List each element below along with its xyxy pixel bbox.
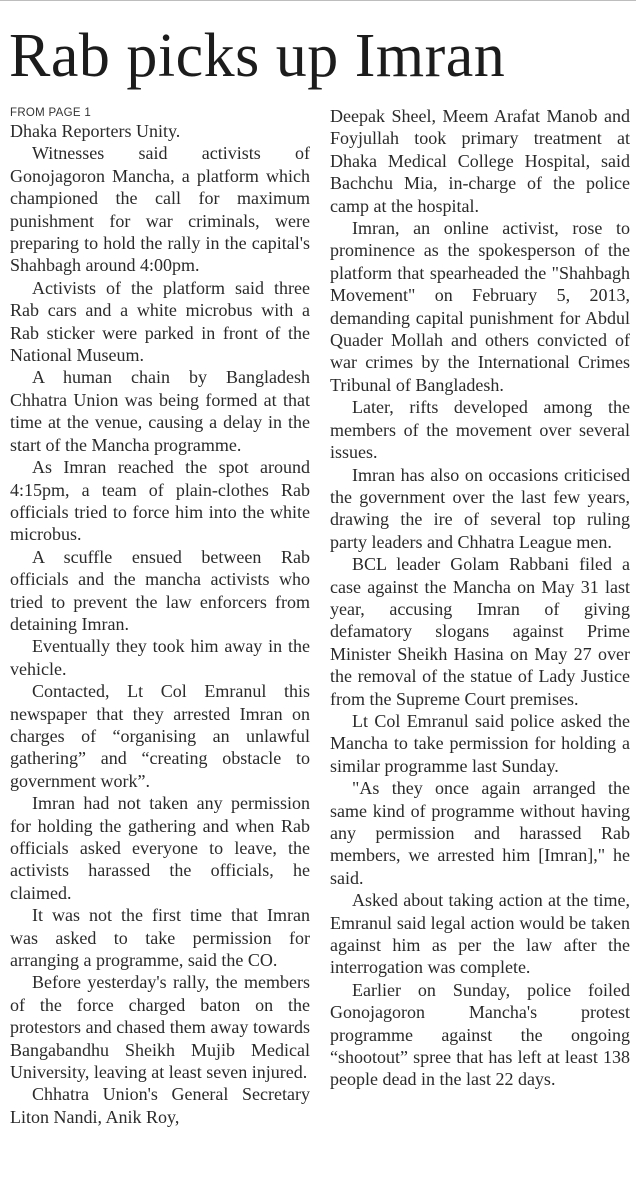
headline: Rab picks up Imran — [9, 22, 506, 90]
right-column — [330, 105, 630, 1091]
paragraph: A scuffle ensued between Rab officials and the mancha activists who tried to prevent the law enforcers from detaining Imran. — [10, 546, 310, 634]
paragraph: A human chain by Bangladesh Chhatra Union was being formed at that time at the venue, causing a delay in the start of the Mancha programme. — [10, 367, 310, 455]
paragraph: BCL leader Golam Rabbani filed a case against the Mancha on May 31 last year, accusing Imran of giving defamatory slogans against Prime Minister Sheikh Hasina on May 27 over the removal of the statue of Lady Justice from the Supreme Court premises. — [330, 554, 630, 709]
paragraph: Deepak Sheel, Meem Arafat Manob and Foyjullah took primary treatment at Dhaka Medical College Hospital, said Bachchu Mia, in-charge of the police camp at the hospital. — [330, 106, 630, 216]
paragraph: As Imran reached the spot around 4:15pm, a team of plain-clothes Rab officials tried to force him into the white microbus. — [10, 457, 310, 545]
paragraph: Before yesterday's rally, the members of the force charged baton on the protestors and chased them away towards Bangabandhu Sheikh Mujib Medical University, leaving at least seven injured. — [10, 972, 310, 1083]
top-rule — [0, 0, 636, 1]
paragraph: Imran had not taken any permission for holding the gathering and when Rab officials asked everyone to leave, the activists harassed the officials, he claimed. — [10, 793, 310, 903]
paragraph: Chhatra Union's General Secretary Liton Nandi, Anik Roy, — [10, 1084, 310, 1127]
paragraph: Activists of the platform said three Rab cars and a white microbus with a Rab sticker were parked in front of the National Museum. — [10, 277, 310, 366]
paragraph: Eventually they took him away in the vehicle. — [10, 636, 310, 679]
left-column — [10, 105, 310, 1128]
paragraph: Witnesses said activists of Gonojagoron Mancha, a platform which championed the call for maximum punishment for war criminals, were preparing to hold the rally in the capital's Shahbagh around 4:00pm. — [10, 143, 310, 276]
paragraph: "As they once again arranged the same kind of programme without having any permission and harassed Rab members, we arrested him [Imran]," he said. — [330, 778, 630, 888]
paragraph: Asked about taking action at the time, Emranul said legal action would be taken against him as per the law after the interrogation was complete. — [330, 890, 630, 978]
paragraph: It was not the first time that Imran was asked to take permission for arranging a programme, said the CO. — [10, 905, 310, 971]
paragraph: Imran has also on occasions criticised the government over the last few years, drawing the ire of several top ruling party leaders and Chhatra League men. — [330, 464, 630, 552]
paragraph: Earlier on Sunday, police foiled Gonojagoron Mancha's protest programme against the ongoing “shootout” spree that has left at least 138 people dead in the last 22 days. — [330, 979, 630, 1090]
paragraph: Lt Col Emranul said police asked the Mancha to take permission for holding a similar programme last Sunday. — [330, 710, 630, 776]
paragraph: Dhaka Reporters Unity. — [10, 121, 181, 141]
jump-line: FROM PAGE 1 — [10, 107, 92, 119]
paragraph: Imran, an online activist, rose to prominence as the spokesperson of the platform that spearheaded the "Shahbagh Movement" on February 5, 2013, demanding capital punishment for Abdul Quader Mollah and others convicted of war crimes by the International Crimes Tribunal of Bangladesh. — [330, 218, 630, 395]
paragraph: Later, rifts developed among the members of the movement over several issues. — [330, 397, 630, 463]
paragraph: Contacted, Lt Col Emranul this newspaper that they arrested Imran on charges of “organising an unlawful gathering” and “creating obstacle to government work”. — [10, 681, 310, 791]
